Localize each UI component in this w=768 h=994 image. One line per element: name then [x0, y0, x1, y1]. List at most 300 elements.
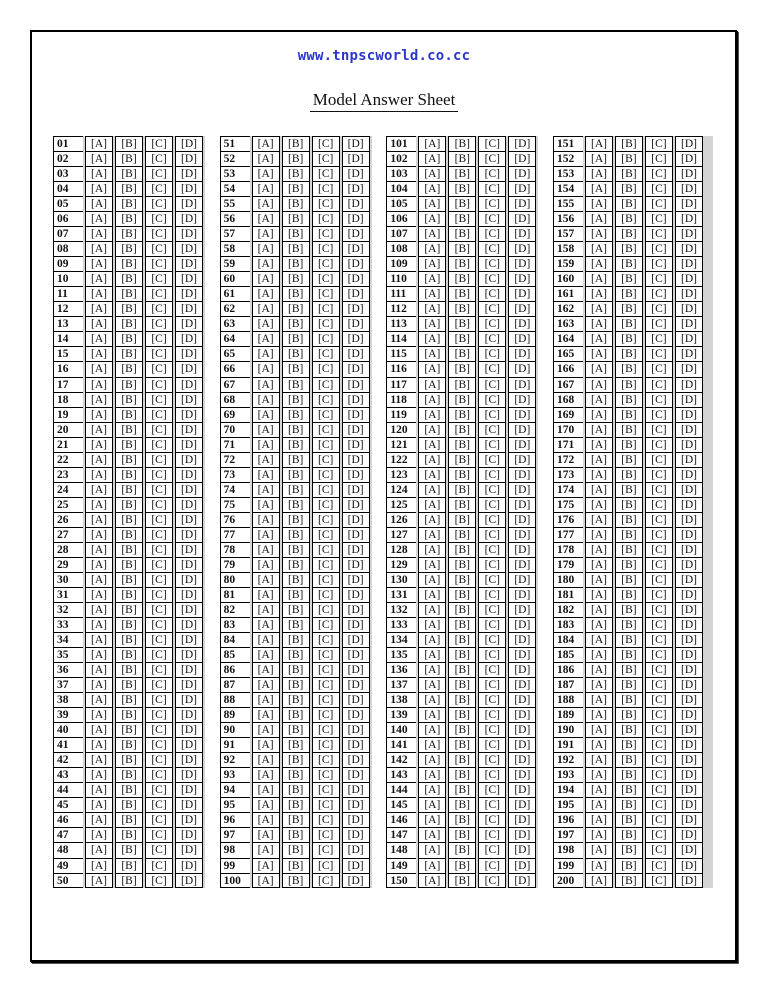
option-a[interactable]: [A] [585, 301, 613, 316]
option-c[interactable]: [C] [645, 271, 673, 286]
option-b[interactable]: [B] [615, 166, 643, 181]
option-c[interactable]: [C] [478, 256, 506, 271]
option-b[interactable]: [B] [448, 241, 476, 256]
option-c[interactable]: [C] [478, 827, 506, 842]
option-b[interactable]: [B] [615, 707, 643, 722]
option-c[interactable]: [C] [312, 707, 340, 722]
option-a[interactable]: [A] [418, 286, 446, 301]
option-b[interactable]: [B] [615, 181, 643, 196]
option-c[interactable]: [C] [478, 181, 506, 196]
option-a[interactable]: [A] [585, 422, 613, 437]
option-b[interactable]: [B] [282, 812, 310, 827]
option-b[interactable]: [B] [282, 256, 310, 271]
option-b[interactable]: [B] [115, 512, 143, 527]
option-b[interactable]: [B] [282, 346, 310, 361]
option-c[interactable]: [C] [312, 767, 340, 782]
option-a[interactable]: [A] [418, 331, 446, 346]
option-c[interactable]: [C] [312, 557, 340, 572]
option-c[interactable]: [C] [645, 602, 673, 617]
option-a[interactable]: [A] [585, 241, 613, 256]
option-c[interactable]: [C] [478, 617, 506, 632]
option-c[interactable]: [C] [312, 392, 340, 407]
option-c[interactable]: [C] [312, 737, 340, 752]
option-b[interactable]: [B] [115, 301, 143, 316]
option-a[interactable]: [A] [585, 166, 613, 181]
option-b[interactable]: [B] [615, 752, 643, 767]
option-d[interactable]: [D] [675, 151, 703, 166]
option-c[interactable]: [C] [645, 842, 673, 857]
option-b[interactable]: [B] [615, 467, 643, 482]
option-d[interactable]: [D] [675, 617, 703, 632]
option-c[interactable]: [C] [312, 482, 340, 497]
option-c[interactable]: [C] [312, 617, 340, 632]
option-a[interactable]: [A] [418, 677, 446, 692]
option-d[interactable]: [D] [675, 331, 703, 346]
option-a[interactable]: [A] [85, 797, 113, 812]
option-c[interactable]: [C] [145, 812, 173, 827]
option-b[interactable]: [B] [448, 782, 476, 797]
option-a[interactable]: [A] [585, 482, 613, 497]
option-b[interactable]: [B] [282, 512, 310, 527]
option-b[interactable]: [B] [615, 617, 643, 632]
option-c[interactable]: [C] [145, 316, 173, 331]
option-d[interactable]: [D] [175, 392, 203, 407]
option-b[interactable]: [B] [615, 301, 643, 316]
option-c[interactable]: [C] [145, 722, 173, 737]
option-a[interactable]: [A] [585, 677, 613, 692]
option-d[interactable]: [D] [342, 346, 370, 361]
option-a[interactable]: [A] [85, 557, 113, 572]
option-b[interactable]: [B] [282, 151, 310, 166]
option-c[interactable]: [C] [645, 136, 673, 151]
option-c[interactable]: [C] [645, 226, 673, 241]
option-d[interactable]: [D] [508, 301, 536, 316]
option-a[interactable]: [A] [418, 392, 446, 407]
option-d[interactable]: [D] [175, 587, 203, 602]
option-b[interactable]: [B] [448, 316, 476, 331]
option-a[interactable]: [A] [585, 512, 613, 527]
option-a[interactable]: [A] [585, 211, 613, 226]
option-b[interactable]: [B] [282, 873, 310, 888]
option-b[interactable]: [B] [615, 271, 643, 286]
option-c[interactable]: [C] [478, 407, 506, 422]
option-d[interactable]: [D] [342, 392, 370, 407]
option-c[interactable]: [C] [478, 467, 506, 482]
option-a[interactable]: [A] [418, 602, 446, 617]
option-a[interactable]: [A] [252, 256, 280, 271]
option-a[interactable]: [A] [418, 767, 446, 782]
option-c[interactable]: [C] [645, 617, 673, 632]
option-b[interactable]: [B] [448, 271, 476, 286]
option-a[interactable]: [A] [252, 377, 280, 392]
option-a[interactable]: [A] [85, 241, 113, 256]
option-c[interactable]: [C] [645, 422, 673, 437]
option-a[interactable]: [A] [585, 632, 613, 647]
option-d[interactable]: [D] [342, 587, 370, 602]
option-a[interactable]: [A] [418, 842, 446, 857]
option-b[interactable]: [B] [115, 377, 143, 392]
option-d[interactable]: [D] [175, 873, 203, 888]
option-a[interactable]: [A] [252, 211, 280, 226]
option-b[interactable]: [B] [115, 707, 143, 722]
option-a[interactable]: [A] [585, 452, 613, 467]
option-d[interactable]: [D] [508, 858, 536, 873]
option-c[interactable]: [C] [645, 512, 673, 527]
option-c[interactable]: [C] [145, 617, 173, 632]
option-b[interactable]: [B] [615, 542, 643, 557]
option-b[interactable]: [B] [448, 572, 476, 587]
option-b[interactable]: [B] [448, 407, 476, 422]
option-b[interactable]: [B] [615, 722, 643, 737]
option-d[interactable]: [D] [342, 301, 370, 316]
option-c[interactable]: [C] [645, 722, 673, 737]
option-a[interactable]: [A] [585, 136, 613, 151]
option-c[interactable]: [C] [645, 527, 673, 542]
option-d[interactable]: [D] [675, 422, 703, 437]
option-a[interactable]: [A] [85, 301, 113, 316]
option-b[interactable]: [B] [282, 677, 310, 692]
option-b[interactable]: [B] [115, 617, 143, 632]
option-d[interactable]: [D] [342, 422, 370, 437]
option-b[interactable]: [B] [448, 767, 476, 782]
option-d[interactable]: [D] [508, 286, 536, 301]
option-a[interactable]: [A] [585, 151, 613, 166]
option-c[interactable]: [C] [478, 647, 506, 662]
option-b[interactable]: [B] [615, 512, 643, 527]
option-c[interactable]: [C] [312, 572, 340, 587]
option-b[interactable]: [B] [615, 241, 643, 256]
option-c[interactable]: [C] [145, 166, 173, 181]
option-a[interactable]: [A] [252, 286, 280, 301]
option-c[interactable]: [C] [145, 587, 173, 602]
option-c[interactable]: [C] [478, 482, 506, 497]
option-b[interactable]: [B] [615, 422, 643, 437]
option-c[interactable]: [C] [645, 797, 673, 812]
option-b[interactable]: [B] [615, 452, 643, 467]
option-d[interactable]: [D] [675, 587, 703, 602]
option-b[interactable]: [B] [615, 392, 643, 407]
option-c[interactable]: [C] [645, 647, 673, 662]
option-b[interactable]: [B] [282, 361, 310, 376]
option-c[interactable]: [C] [145, 452, 173, 467]
option-a[interactable]: [A] [418, 301, 446, 316]
option-b[interactable]: [B] [615, 572, 643, 587]
option-c[interactable]: [C] [645, 286, 673, 301]
option-d[interactable]: [D] [342, 407, 370, 422]
option-d[interactable]: [D] [508, 422, 536, 437]
option-d[interactable]: [D] [342, 842, 370, 857]
option-d[interactable]: [D] [675, 677, 703, 692]
option-a[interactable]: [A] [85, 782, 113, 797]
option-a[interactable]: [A] [252, 392, 280, 407]
option-c[interactable]: [C] [312, 677, 340, 692]
option-b[interactable]: [B] [115, 842, 143, 857]
option-a[interactable]: [A] [85, 211, 113, 226]
option-a[interactable]: [A] [418, 151, 446, 166]
option-c[interactable]: [C] [645, 557, 673, 572]
option-b[interactable]: [B] [115, 587, 143, 602]
option-c[interactable]: [C] [645, 361, 673, 376]
option-c[interactable]: [C] [478, 512, 506, 527]
option-b[interactable]: [B] [282, 407, 310, 422]
option-c[interactable]: [C] [645, 677, 673, 692]
option-b[interactable]: [B] [282, 858, 310, 873]
option-b[interactable]: [B] [282, 782, 310, 797]
option-d[interactable]: [D] [342, 692, 370, 707]
option-c[interactable]: [C] [312, 632, 340, 647]
option-d[interactable]: [D] [175, 812, 203, 827]
option-b[interactable]: [B] [115, 407, 143, 422]
option-b[interactable]: [B] [115, 286, 143, 301]
option-c[interactable]: [C] [312, 286, 340, 301]
option-c[interactable]: [C] [478, 797, 506, 812]
option-b[interactable]: [B] [448, 722, 476, 737]
option-c[interactable]: [C] [478, 542, 506, 557]
option-d[interactable]: [D] [342, 467, 370, 482]
option-c[interactable]: [C] [145, 782, 173, 797]
option-d[interactable]: [D] [342, 707, 370, 722]
option-d[interactable]: [D] [508, 527, 536, 542]
option-c[interactable]: [C] [145, 647, 173, 662]
option-c[interactable]: [C] [145, 512, 173, 527]
option-b[interactable]: [B] [615, 632, 643, 647]
option-d[interactable]: [D] [342, 602, 370, 617]
option-b[interactable]: [B] [448, 377, 476, 392]
option-d[interactable]: [D] [508, 467, 536, 482]
option-a[interactable]: [A] [418, 662, 446, 677]
option-b[interactable]: [B] [448, 647, 476, 662]
option-a[interactable]: [A] [85, 226, 113, 241]
option-b[interactable]: [B] [448, 587, 476, 602]
option-c[interactable]: [C] [312, 602, 340, 617]
option-a[interactable]: [A] [85, 482, 113, 497]
option-a[interactable]: [A] [418, 256, 446, 271]
option-b[interactable]: [B] [115, 737, 143, 752]
option-c[interactable]: [C] [478, 166, 506, 181]
option-a[interactable]: [A] [252, 752, 280, 767]
option-d[interactable]: [D] [508, 482, 536, 497]
option-b[interactable]: [B] [448, 662, 476, 677]
option-d[interactable]: [D] [508, 632, 536, 647]
option-d[interactable]: [D] [175, 842, 203, 857]
option-a[interactable]: [A] [85, 437, 113, 452]
option-b[interactable]: [B] [282, 301, 310, 316]
option-b[interactable]: [B] [115, 797, 143, 812]
option-a[interactable]: [A] [418, 452, 446, 467]
option-c[interactable]: [C] [478, 151, 506, 166]
option-a[interactable]: [A] [418, 873, 446, 888]
option-b[interactable]: [B] [615, 647, 643, 662]
option-d[interactable]: [D] [508, 437, 536, 452]
option-b[interactable]: [B] [282, 316, 310, 331]
option-d[interactable]: [D] [175, 301, 203, 316]
option-c[interactable]: [C] [312, 301, 340, 316]
option-b[interactable]: [B] [448, 497, 476, 512]
option-d[interactable]: [D] [175, 827, 203, 842]
option-a[interactable]: [A] [418, 797, 446, 812]
option-b[interactable]: [B] [115, 166, 143, 181]
option-d[interactable]: [D] [342, 512, 370, 527]
option-d[interactable]: [D] [675, 707, 703, 722]
option-a[interactable]: [A] [418, 437, 446, 452]
option-c[interactable]: [C] [478, 572, 506, 587]
option-b[interactable]: [B] [615, 587, 643, 602]
option-b[interactable]: [B] [282, 166, 310, 181]
option-a[interactable]: [A] [85, 392, 113, 407]
option-d[interactable]: [D] [508, 151, 536, 166]
option-a[interactable]: [A] [585, 752, 613, 767]
option-a[interactable]: [A] [585, 662, 613, 677]
option-a[interactable]: [A] [585, 617, 613, 632]
option-a[interactable]: [A] [585, 572, 613, 587]
option-d[interactable]: [D] [342, 256, 370, 271]
option-a[interactable]: [A] [85, 286, 113, 301]
option-b[interactable]: [B] [282, 286, 310, 301]
option-d[interactable]: [D] [508, 752, 536, 767]
option-d[interactable]: [D] [675, 346, 703, 361]
option-d[interactable]: [D] [342, 873, 370, 888]
option-d[interactable]: [D] [675, 301, 703, 316]
option-a[interactable]: [A] [418, 196, 446, 211]
option-c[interactable]: [C] [645, 782, 673, 797]
option-d[interactable]: [D] [508, 873, 536, 888]
option-c[interactable]: [C] [312, 151, 340, 166]
option-d[interactable]: [D] [342, 497, 370, 512]
option-d[interactable]: [D] [175, 482, 203, 497]
option-d[interactable]: [D] [175, 226, 203, 241]
option-a[interactable]: [A] [85, 662, 113, 677]
option-a[interactable]: [A] [252, 437, 280, 452]
option-c[interactable]: [C] [312, 331, 340, 346]
option-c[interactable]: [C] [145, 181, 173, 196]
option-d[interactable]: [D] [508, 346, 536, 361]
option-c[interactable]: [C] [145, 542, 173, 557]
option-b[interactable]: [B] [115, 557, 143, 572]
option-c[interactable]: [C] [645, 692, 673, 707]
option-a[interactable]: [A] [85, 346, 113, 361]
option-b[interactable]: [B] [282, 557, 310, 572]
option-c[interactable]: [C] [645, 256, 673, 271]
option-b[interactable]: [B] [282, 617, 310, 632]
option-d[interactable]: [D] [675, 166, 703, 181]
option-a[interactable]: [A] [585, 767, 613, 782]
option-d[interactable]: [D] [508, 271, 536, 286]
option-a[interactable]: [A] [418, 497, 446, 512]
option-a[interactable]: [A] [585, 557, 613, 572]
option-b[interactable]: [B] [448, 422, 476, 437]
option-b[interactable]: [B] [115, 346, 143, 361]
option-b[interactable]: [B] [115, 827, 143, 842]
option-d[interactable]: [D] [675, 392, 703, 407]
option-a[interactable]: [A] [585, 377, 613, 392]
option-d[interactable]: [D] [508, 452, 536, 467]
option-b[interactable]: [B] [282, 271, 310, 286]
option-b[interactable]: [B] [282, 542, 310, 557]
option-c[interactable]: [C] [312, 512, 340, 527]
option-d[interactable]: [D] [342, 782, 370, 797]
option-a[interactable]: [A] [252, 512, 280, 527]
option-a[interactable]: [A] [85, 497, 113, 512]
option-b[interactable]: [B] [282, 331, 310, 346]
option-c[interactable]: [C] [645, 151, 673, 166]
option-a[interactable]: [A] [85, 196, 113, 211]
option-a[interactable]: [A] [252, 422, 280, 437]
option-c[interactable]: [C] [145, 467, 173, 482]
option-b[interactable]: [B] [115, 226, 143, 241]
option-b[interactable]: [B] [282, 737, 310, 752]
option-c[interactable]: [C] [478, 346, 506, 361]
option-c[interactable]: [C] [312, 256, 340, 271]
option-c[interactable]: [C] [312, 662, 340, 677]
option-a[interactable]: [A] [252, 873, 280, 888]
option-a[interactable]: [A] [585, 331, 613, 346]
option-c[interactable]: [C] [645, 632, 673, 647]
option-c[interactable]: [C] [145, 346, 173, 361]
option-d[interactable]: [D] [342, 557, 370, 572]
option-a[interactable]: [A] [418, 722, 446, 737]
option-d[interactable]: [D] [175, 797, 203, 812]
option-c[interactable]: [C] [478, 136, 506, 151]
option-b[interactable]: [B] [282, 827, 310, 842]
option-d[interactable]: [D] [342, 211, 370, 226]
option-d[interactable]: [D] [675, 812, 703, 827]
option-a[interactable]: [A] [85, 256, 113, 271]
option-b[interactable]: [B] [282, 692, 310, 707]
option-a[interactable]: [A] [85, 271, 113, 286]
option-d[interactable]: [D] [675, 497, 703, 512]
option-b[interactable]: [B] [115, 196, 143, 211]
option-d[interactable]: [D] [675, 271, 703, 286]
option-d[interactable]: [D] [342, 617, 370, 632]
option-c[interactable]: [C] [645, 662, 673, 677]
option-c[interactable]: [C] [312, 722, 340, 737]
option-a[interactable]: [A] [252, 181, 280, 196]
option-b[interactable]: [B] [115, 151, 143, 166]
option-b[interactable]: [B] [448, 812, 476, 827]
option-a[interactable]: [A] [418, 572, 446, 587]
option-d[interactable]: [D] [175, 602, 203, 617]
option-a[interactable]: [A] [418, 346, 446, 361]
option-b[interactable]: [B] [615, 782, 643, 797]
option-a[interactable]: [A] [418, 542, 446, 557]
option-b[interactable]: [B] [615, 858, 643, 873]
option-a[interactable]: [A] [418, 647, 446, 662]
option-d[interactable]: [D] [175, 181, 203, 196]
option-d[interactable]: [D] [342, 196, 370, 211]
option-b[interactable]: [B] [615, 256, 643, 271]
option-d[interactable]: [D] [508, 587, 536, 602]
option-b[interactable]: [B] [448, 692, 476, 707]
option-c[interactable]: [C] [478, 271, 506, 286]
option-b[interactable]: [B] [448, 256, 476, 271]
option-b[interactable]: [B] [282, 196, 310, 211]
option-a[interactable]: [A] [252, 737, 280, 752]
option-a[interactable]: [A] [585, 722, 613, 737]
option-d[interactable]: [D] [342, 241, 370, 256]
option-c[interactable]: [C] [145, 677, 173, 692]
option-d[interactable]: [D] [175, 737, 203, 752]
option-c[interactable]: [C] [312, 271, 340, 286]
option-b[interactable]: [B] [615, 196, 643, 211]
option-d[interactable]: [D] [342, 767, 370, 782]
option-a[interactable]: [A] [252, 677, 280, 692]
option-b[interactable]: [B] [615, 677, 643, 692]
option-a[interactable]: [A] [418, 587, 446, 602]
option-a[interactable]: [A] [85, 812, 113, 827]
option-a[interactable]: [A] [585, 587, 613, 602]
option-d[interactable]: [D] [508, 827, 536, 842]
option-a[interactable]: [A] [252, 812, 280, 827]
